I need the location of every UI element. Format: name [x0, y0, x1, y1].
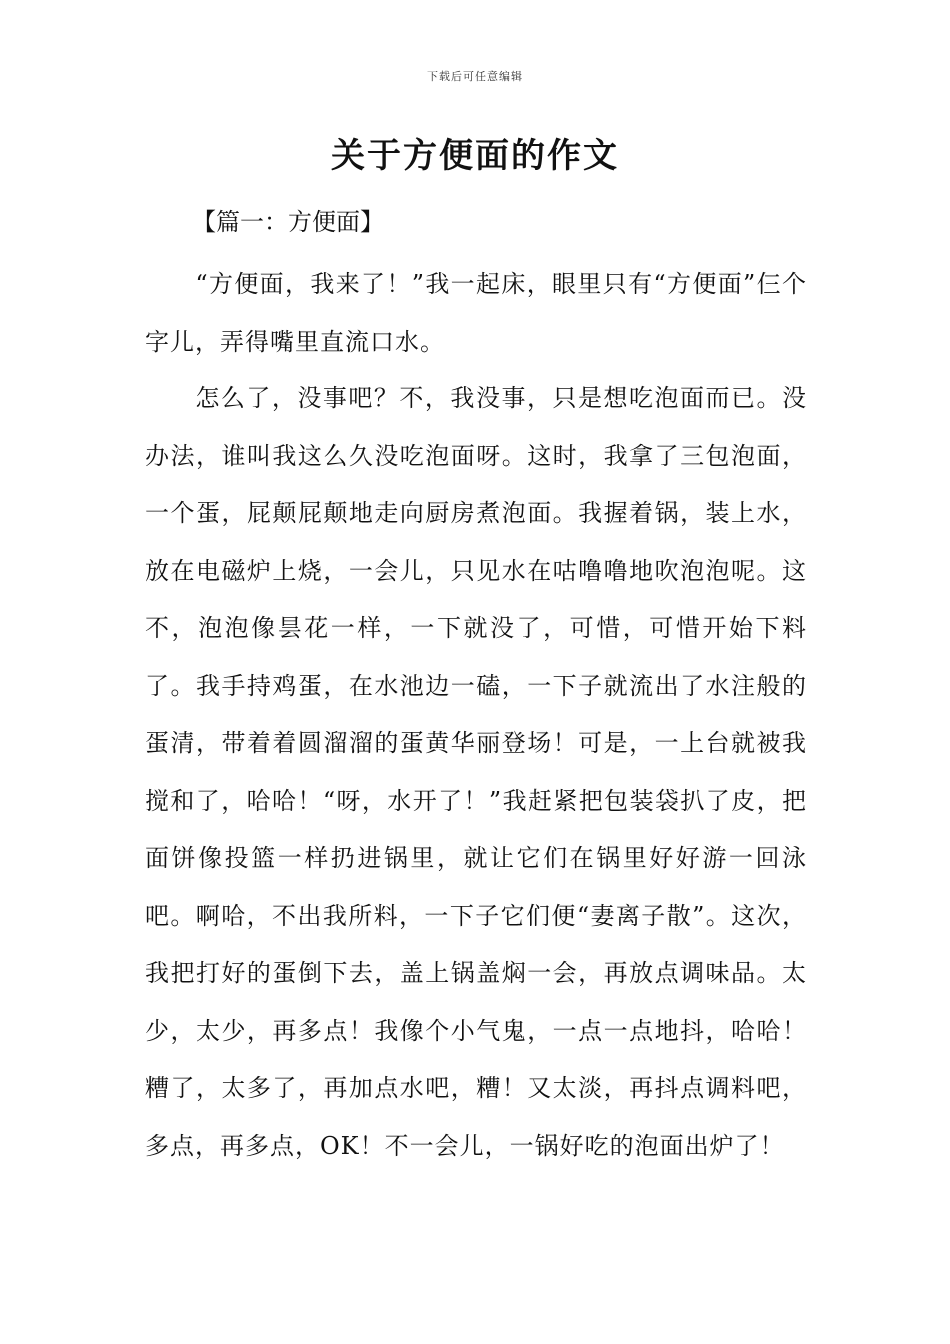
header-note: 下载后可任意编辑: [427, 70, 523, 83]
paragraph-1: “方便面，我来了！”我一起床，眼里只有“方便面”仨个字儿，弄得嘴里直流口水。: [145, 270, 807, 356]
paragraph-1-block: [145, 256, 807, 371]
section-heading: 【篇一：方便面】: [192, 208, 384, 236]
paragraph-2-block: [145, 370, 807, 1175]
paragraph-2: 怎么了，没事吧？不，我没事，只是想吃泡面而已。没办法，谁叫我这么久没吃泡面呀。这时，我拿了三包泡面，一个蛋，屁颠屁颠地走向厨房煮泡面。我握着锅，装上水，放在电磁炉上烧，一会儿，只见水在咕噜噜地吹泡泡呢。这不，泡泡像昙花一样，一下就没了，可惜，可惜开始下料了。我手持鸡蛋，在水池边一磕，一下子就流出了水注般的蛋清，带着着圆溜溜的蛋黄华丽登场！可是，一上台就被我搅和了，哈哈！“呀，水开了！”我赶紧把包装袋扒了皮，把面饼像投篮一样扔进锅里，就让它们在锅里好好游一回泳吧。啊哈，不出我所料，一下子它们便“妻离子散”。这次，我把打好的蛋倒下去，盖上锅盖焖一会，再放点调味品。太少，太少，再多点！我像个小气鬼，一点一点地抖，哈哈！糟了，太多了，再加点水吧，糟！又太淡，再抖点调料吧，多点，再多点，OK！不一会儿，一锅好吃的泡面出炉了！: [145, 384, 807, 1160]
document-title: 关于方便面的作文: [331, 136, 619, 176]
